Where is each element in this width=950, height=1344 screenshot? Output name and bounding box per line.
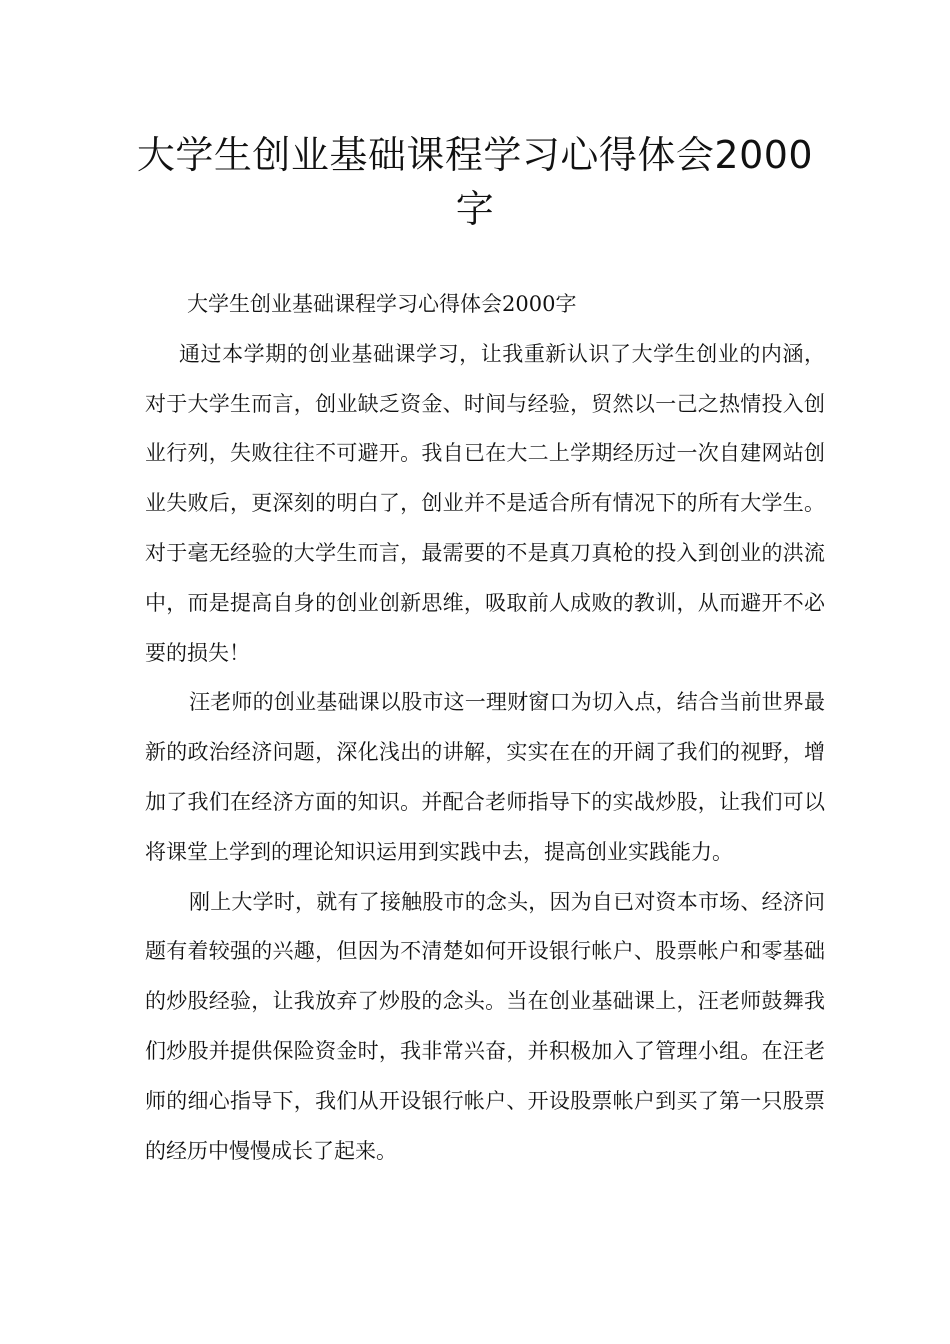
document-title: 大学生创业基础课程学习心得体会2000字: [136, 133, 814, 231]
document-subtitle: 大学生创业基础课程学习心得体会2000字: [187, 292, 577, 316]
paragraph-2: 汪老师的创业基础课以股市这一理财窗口为切入点，结合当前世界最新的政治经济问题，深化浅出的讲解，实实在在的开阔了我们的视野，增加了我们在经济方面的知识。并配合老师指导下的实战炒股，让我们可以将课堂上学到的理论知识运用到实践中去，提高创业实践能力。: [145, 690, 825, 864]
document-body: [145, 280, 825, 1176]
paragraph-1: 通过本学期的创业基础课学习，让我重新认识了大学生创业的内涵，对于大学生而言，创业缺乏资金、时间与经验，贸然以一己之热情投入创业行列，失败往往不可避开。我自已在大二上学期经历过一次自建网站创业失败后，更深刻的明白了，创业并不是适合所有情况下的所有大学生。对于毫无经验的大学生而言，最需要的不是真刀真枪的投入到创业的洪流中，而是提高自身的创业创新思维，吸取前人成败的教训，从而避开不必要的损失！: [145, 341, 825, 665]
paragraph-3: 刚上大学时，就有了接触股市的念头，因为自已对资本市场、经济问题有着较强的兴趣，但因为不清楚如何开设银行帐户、股票帐户和零基础的炒股经验，让我放弃了炒股的念头。当在创业基础课上，汪老师鼓舞我们炒股并提供保险资金时，我非常兴奋，并积极加入了管理小组。在汪老师的细心指导下，我们从开设银行帐户、开设股票帐户到买了第一只股票的经历中慢慢成长了起来。: [145, 889, 825, 1163]
